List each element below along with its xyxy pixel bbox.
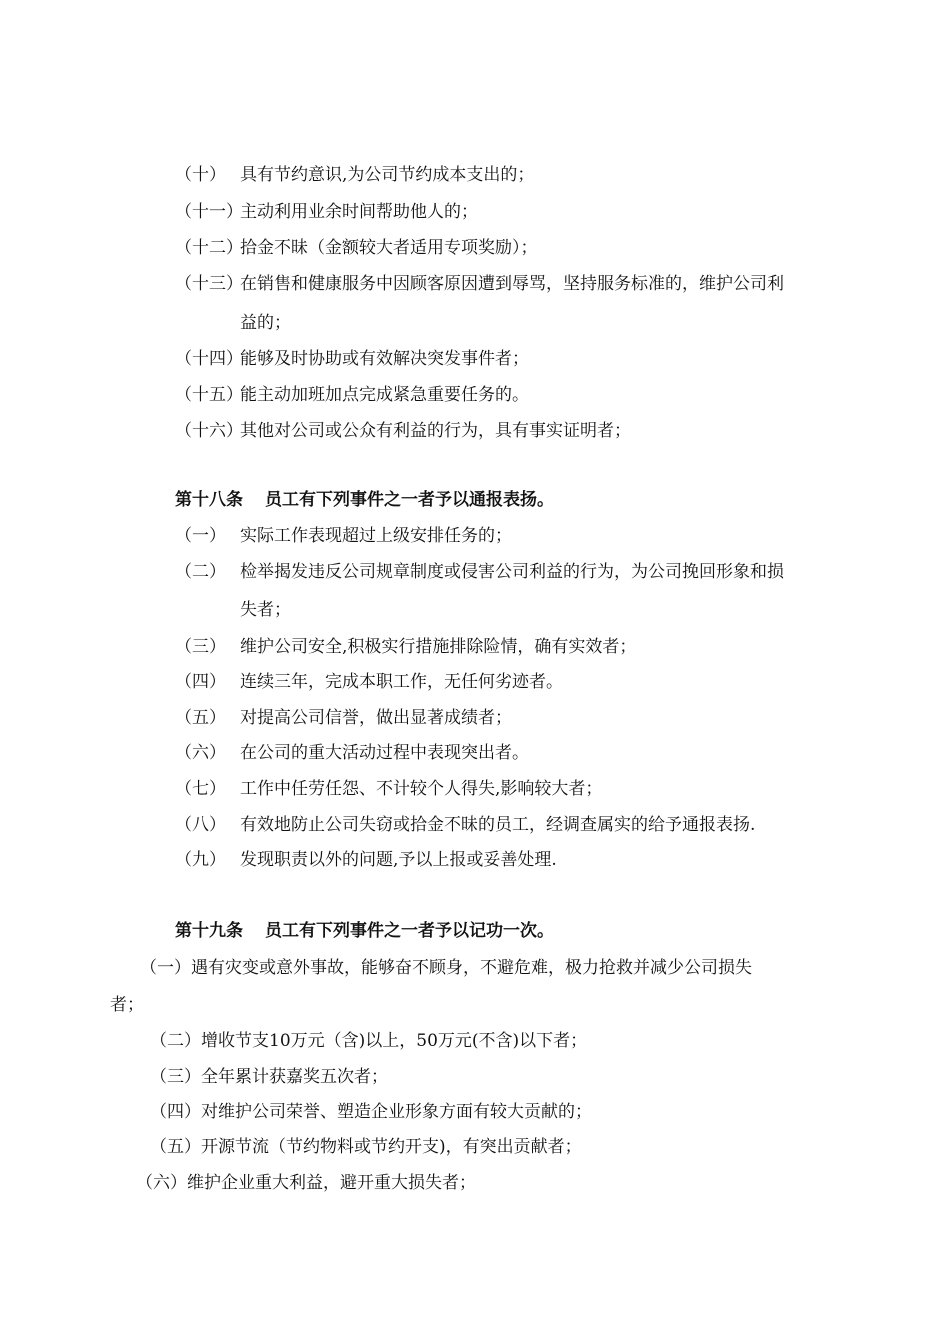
article-title: 第十八条: [175, 490, 243, 510]
list-item-text: 对提高公司信誉，做出显著成绩者；: [240, 708, 512, 728]
article-description: 员工有下列事件之一者予以记功一次。: [265, 921, 554, 941]
list-item-text: 在销售和健康服务中因顾客原因遭到辱骂，坚持服务标准的，维护公司利: [240, 274, 784, 294]
list-item-number: （七）: [175, 779, 226, 799]
list-item-number: （十）: [175, 165, 226, 185]
article-heading: [175, 490, 554, 510]
list-item-number: （十二）: [175, 238, 243, 258]
list-item-text: 在公司的重大活动过程中表现突出者。: [240, 743, 529, 763]
list-item-number: （十三）: [175, 274, 243, 294]
list-item-number: （十五）: [175, 385, 243, 405]
list-item-number: （八）: [175, 815, 226, 835]
list-item-number: （六）: [175, 743, 226, 763]
list-item-text: 具有节约意识,为公司节约成本支出的；: [240, 165, 535, 185]
list-item-number: （三）: [175, 637, 226, 657]
list-item-text: （五）开源节流（节约物料或节约开支)，有突出贡献者；: [150, 1137, 582, 1157]
list-item-text: 连续三年，完成本职工作，无任何劣迹者。: [240, 672, 563, 692]
list-item-text: （四）对维护公司荣誉、塑造企业形象方面有较大贡献的；: [150, 1102, 592, 1122]
list-item-text: 主动利用业余时间帮助他人的；: [240, 202, 478, 222]
list-item-text: 有效地防止公司失窃或拾金不昧的员工，经调查属实的给予通报表扬.: [240, 815, 756, 835]
list-item-continuation: 失者；: [240, 600, 291, 620]
article-heading: [175, 921, 554, 941]
list-item-text: 其他对公司或公众有利益的行为，具有事实证明者；: [240, 421, 631, 441]
list-item-number: （一）: [175, 526, 226, 546]
list-item-text: （一）遇有灾变或意外事故，能够奋不顾身，不避危难，极力抢救并减少公司损失: [140, 958, 752, 978]
list-item-text: 能够及时协助或有效解决突发事件者；: [240, 349, 529, 369]
list-item-text: （六）维护企业重大利益，避开重大损失者；: [136, 1173, 476, 1193]
list-item-number: （二）: [175, 562, 226, 582]
list-item-text: 检举揭发违反公司规章制度或侵害公司利益的行为，为公司挽回形象和损: [240, 562, 784, 582]
list-item-text: 工作中任劳任怨、不计较个人得失,影响较大者；: [240, 779, 603, 799]
list-item-text: 拾金不昧（金额较大者适用专项奖励）；: [240, 238, 538, 258]
article-description: 员工有下列事件之一者予以通报表扬。: [265, 490, 554, 510]
list-item-continuation: 益的；: [240, 313, 291, 333]
list-item-number: （十一）: [175, 202, 243, 222]
list-item-number: （十四）: [175, 349, 243, 369]
list-item-number: （五）: [175, 708, 226, 728]
list-item-text: 能主动加班加点完成紧急重要任务的。: [240, 385, 529, 405]
list-item-text: 维护公司安全,积极实行措施排除险情，确有实效者；: [240, 637, 637, 657]
list-item-number: （四）: [175, 672, 226, 692]
list-item-number: （十六）: [175, 421, 243, 441]
list-item-continuation: 者；: [110, 995, 144, 1015]
article-title: 第十九条: [175, 921, 243, 941]
list-item-text: 实际工作表现超过上级安排任务的；: [240, 526, 512, 546]
list-item-text: （二）增收节支10万元（含)以上，50万元(不含)以下者；: [150, 1031, 588, 1051]
list-item-text: 发现职责以外的问题,予以上报或妥善处理.: [240, 850, 557, 870]
list-item-text: （三）全年累计获嘉奖五次者；: [150, 1067, 388, 1087]
list-item-number: （九）: [175, 850, 226, 870]
